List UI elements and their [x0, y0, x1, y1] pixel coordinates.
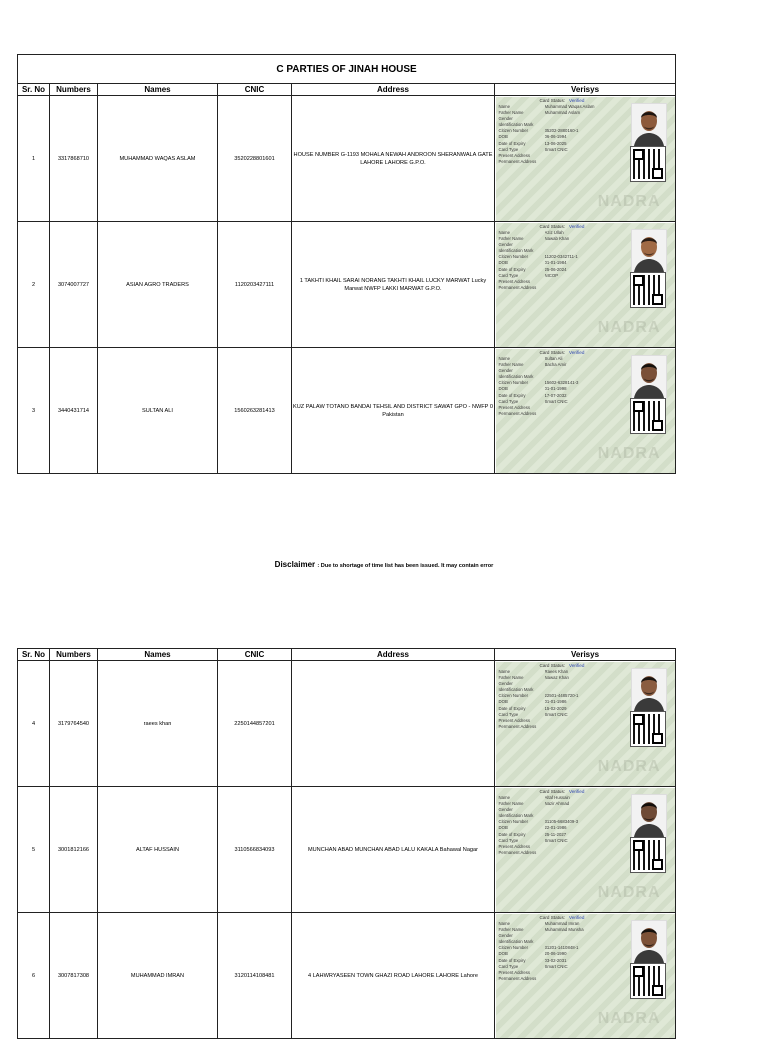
verisys-cell — [495, 348, 676, 474]
card-field-value: Bacha Amir — [544, 361, 567, 367]
card-field-label: Permanent Address — [498, 976, 537, 982]
header-sr-no: Sr. No — [18, 84, 50, 96]
card-status-label: Card Status: — [539, 97, 566, 103]
card-field-value: Nawaz Khan — [544, 674, 569, 680]
card-status — [540, 98, 585, 103]
sr-no-cell: 6 — [18, 913, 50, 1039]
card-fields — [499, 230, 631, 292]
card-field-label: Permanent Address — [498, 724, 537, 730]
person-photo — [631, 355, 667, 399]
card-field-label: Father Name — [498, 109, 524, 115]
card-field — [499, 159, 631, 165]
card-field-value: Sultan Ali — [544, 355, 563, 361]
card-status-label: Card Status: — [539, 788, 566, 794]
address-cell: 1 TAKHTI KHAIL SARAI NORANG TAKHTI KHAIL LUCKY MARWAT Lucky Marwat NWFP LAKKI MARWAT G.P.O. — [292, 222, 495, 348]
card-field-value: 25-11-2027 — [544, 831, 567, 837]
table-row — [18, 913, 676, 1039]
header-cnic: CNIC — [218, 649, 292, 661]
card-field-label: Citizen Number — [498, 693, 529, 699]
qr-code-icon — [631, 147, 665, 181]
cnic-cell: 1120203427111 — [218, 222, 292, 348]
cnic-cell: 1560263281413 — [218, 348, 292, 474]
card-status — [540, 915, 585, 920]
card-field-value: 01-01-1998 — [544, 386, 567, 392]
card-field-label: DOB — [498, 260, 508, 266]
card-field-label: Card Type — [498, 711, 519, 717]
card-field-label: Permanent Address — [498, 411, 537, 417]
card-field-value — [545, 976, 631, 982]
card-field-value: 31201-1410848-1 — [544, 945, 579, 951]
card-status — [540, 224, 585, 229]
card-field-value — [545, 724, 631, 730]
table-title: C PARTIES OF JINAH HOUSE — [18, 55, 676, 84]
table-row — [18, 348, 676, 474]
card-field-value: Nazir Ahmad — [544, 800, 570, 806]
card-field-label: Gender — [498, 680, 513, 686]
card-field-label: Name — [498, 668, 510, 674]
card-field-label: Gender — [498, 115, 513, 121]
header-numbers: Numbers — [50, 84, 98, 96]
card-field-label: Present Address — [498, 405, 531, 410]
person-photo — [631, 103, 667, 147]
card-field-label: DOB — [498, 134, 508, 140]
card-field-value: Smart CNIC — [544, 711, 568, 717]
card-field-value: 35202-2880160-1 — [544, 128, 579, 134]
card-field-label: Date of Expiry — [498, 266, 526, 272]
card-field-label: Gender — [498, 806, 513, 812]
number-cell: 3001812166 — [50, 787, 98, 913]
address-cell: MUNCHAN ABAD MUNCHAN ABAD LALU KAKALA Bahawal Nagar — [292, 787, 495, 913]
card-field-value: Aziz Ullah — [544, 229, 564, 235]
person-photo — [631, 229, 667, 273]
header-verisys: Verisys — [495, 84, 676, 96]
person-photo — [631, 794, 667, 838]
name-cell: MUHAMMAD IMRAN — [98, 913, 218, 1039]
name-cell: raees khan — [98, 661, 218, 787]
card-field-value: 06-06-1994 — [544, 134, 567, 140]
card-field-value: 01-01-1986 — [544, 699, 567, 705]
person-photo — [631, 668, 667, 712]
card-field-label: Identification Mark — [498, 248, 534, 254]
header-row — [18, 84, 676, 96]
card-field-value: 11202-0342711-1 — [544, 254, 578, 260]
card-field-value: NICOP — [544, 272, 559, 278]
card-status-verified: Verified — [569, 788, 585, 794]
parties-table-2 — [17, 648, 676, 1039]
header-verisys: Verisys — [495, 649, 676, 661]
nadra-watermark: NADRA — [597, 192, 661, 210]
card-field-label: Present Address — [498, 844, 531, 849]
qr-code-icon — [631, 712, 665, 746]
header-sr-no: Sr. No — [18, 649, 50, 661]
card-field-label: Identification Mark — [498, 939, 534, 945]
card-fields — [499, 921, 631, 983]
cnic-cell: 3120114108481 — [218, 913, 292, 1039]
card-status-verified: Verified — [569, 223, 585, 229]
address-cell: 4 LAHWRYASEEN TOWN GHAZI ROAD LAHORE LAHORE Lahore — [292, 913, 495, 1039]
card-field-value: Muhammad Munsha — [544, 926, 584, 932]
card-status-verified: Verified — [569, 349, 585, 355]
card-field-label: Permanent Address — [498, 285, 537, 291]
verisys-cell — [495, 787, 676, 913]
card-field-label: Citizen Number — [498, 380, 529, 386]
card-field-label: Citizen Number — [498, 945, 529, 951]
sr-no-cell: 5 — [18, 787, 50, 913]
card-field-label: Card Type — [498, 963, 519, 969]
verisys-cell — [495, 913, 676, 1039]
sr-no-cell: 4 — [18, 661, 50, 787]
card-field-label: Name — [498, 355, 510, 361]
address-cell: KUZ PALAW TOTANO BANDAI TEHSIL AND DISTRICT SAWAT GPO - NWFP 0 Pakistan — [292, 348, 495, 474]
card-status — [540, 663, 585, 668]
card-status — [540, 789, 585, 794]
card-field-value: Nawab Khan — [544, 235, 570, 241]
card-field-label: Date of Expiry — [498, 392, 526, 398]
card-field-label: Citizen Number — [498, 128, 529, 134]
card-field — [499, 850, 631, 856]
nadra-watermark: NADRA — [597, 444, 661, 462]
number-cell: 3179764540 — [50, 661, 98, 787]
card-fields — [499, 104, 631, 166]
header-row — [18, 649, 676, 661]
disclaimer-label: Disclaimer — [274, 560, 316, 569]
card-field-value: 03-02-2031 — [544, 957, 567, 963]
card-field-label: DOB — [498, 699, 508, 705]
sr-no-cell: 2 — [18, 222, 50, 348]
nadra-watermark: NADRA — [597, 883, 661, 901]
card-field-value: Smart CNIC — [544, 963, 568, 969]
card-field-value: 20-06-1990 — [544, 951, 567, 957]
card-status-verified: Verified — [569, 97, 585, 103]
verisys-card-image — [496, 97, 675, 221]
header-names: Names — [98, 84, 218, 96]
card-field-value — [545, 285, 631, 291]
card-field-label: Name — [498, 920, 510, 926]
card-field-value: Smart CNIC — [544, 146, 568, 152]
card-field — [499, 724, 631, 730]
header-numbers: Numbers — [50, 649, 98, 661]
card-field-label: DOB — [498, 951, 508, 957]
number-cell: 3440431714 — [50, 348, 98, 474]
card-field-value — [545, 850, 631, 856]
card-field-label: Identification Mark — [498, 374, 534, 380]
card-field-label: Date of Expiry — [498, 140, 526, 146]
header-address: Address — [292, 649, 495, 661]
card-status-label: Card Status: — [539, 223, 566, 229]
card-field-label: Name — [498, 103, 510, 109]
qr-code-icon — [631, 273, 665, 307]
number-cell: 3007817308 — [50, 913, 98, 1039]
table-row — [18, 787, 676, 913]
card-field-value: 22501-4485720-1 — [544, 693, 579, 699]
card-field-value: 15602-6328141-3 — [544, 380, 579, 386]
card-fields — [499, 669, 631, 731]
card-field-label: Identification Mark — [498, 813, 534, 819]
card-status-label: Card Status: — [539, 914, 566, 920]
card-status-verified: Verified — [569, 914, 585, 920]
card-field-label: Gender — [498, 932, 513, 938]
card-field-label: Name — [498, 794, 510, 800]
qr-code-icon — [631, 399, 665, 433]
card-field-label: Gender — [498, 367, 513, 373]
card-field-value: 15-02-2029 — [544, 705, 567, 711]
card-field-label: Father Name — [498, 674, 524, 680]
verisys-card-image — [496, 349, 675, 473]
card-field-label: Father Name — [498, 235, 524, 241]
card-field-label: Citizen Number — [498, 254, 529, 260]
card-fields — [499, 795, 631, 857]
table-row — [18, 222, 676, 348]
card-field-label: Permanent Address — [498, 850, 537, 856]
card-field-label: Card Type — [498, 398, 519, 404]
card-field-label: Card Type — [498, 146, 519, 152]
card-field-label: Date of Expiry — [498, 705, 526, 711]
card-field-value: 01-01-1984 — [544, 260, 567, 266]
disclaimer — [0, 560, 768, 569]
cnic-cell: 3520228801601 — [218, 96, 292, 222]
verisys-card-image — [496, 662, 675, 786]
header-cnic: CNIC — [218, 84, 292, 96]
name-cell: ALTAF HUSSAIN — [98, 787, 218, 913]
verisys-card-image — [496, 788, 675, 912]
name-cell: ASIAN AGRO TRADERS — [98, 222, 218, 348]
card-field-value: Muhammad Waqas Aslam — [544, 103, 595, 109]
header-names: Names — [98, 649, 218, 661]
address-cell — [292, 661, 495, 787]
card-field — [499, 976, 631, 982]
card-field-label: Identification Mark — [498, 122, 534, 128]
card-field-label: Card Type — [498, 272, 519, 278]
card-status-label: Card Status: — [539, 349, 566, 355]
header-address: Address — [292, 84, 495, 96]
address-cell: HOUSE NUMBER G-1193 MOHALA NEWAH ANDROON SHERANWALA GATE LAHORE LAHORE G.P.O. — [292, 96, 495, 222]
number-cell: 3074007727 — [50, 222, 98, 348]
card-field-value: 22-01-1986 — [544, 825, 567, 831]
card-status-verified: Verified — [569, 662, 585, 668]
card-field-value: Muhammad Imran — [544, 920, 580, 926]
card-field-label: Date of Expiry — [498, 831, 526, 837]
card-field-label: Date of Expiry — [498, 957, 526, 963]
parties-table-1 — [17, 54, 676, 474]
nadra-watermark: NADRA — [597, 757, 661, 775]
card-field-value: 31105-6683409-3 — [544, 819, 579, 825]
card-field-label: Present Address — [498, 153, 531, 158]
card-field-label: Present Address — [498, 279, 531, 284]
card-field-value: 25-06-2024 — [544, 266, 567, 272]
verisys-card-image — [496, 223, 675, 347]
card-field-value: Smart CNIC — [544, 837, 568, 843]
disclaimer-text: : Due to shortage of time list has been issued. It may contain error — [317, 563, 494, 569]
card-field-value — [545, 159, 631, 165]
verisys-cell — [495, 222, 676, 348]
card-field-label: Identification Mark — [498, 687, 534, 693]
person-photo — [631, 920, 667, 964]
card-field-label: Permanent Address — [498, 159, 537, 165]
card-field-value: 13-06-2025 — [544, 140, 567, 146]
card-field-value: Muhammad Aslam — [544, 109, 581, 115]
name-cell: SULTAN ALI — [98, 348, 218, 474]
verisys-cell — [495, 661, 676, 787]
card-field — [499, 285, 631, 291]
table-row — [18, 661, 676, 787]
card-field-label: Card Type — [498, 837, 519, 843]
card-field-label: Present Address — [498, 718, 531, 723]
card-field-label: Gender — [498, 241, 513, 247]
qr-code-icon — [631, 838, 665, 872]
name-cell: MUHAMMAD WAQAS ASLAM — [98, 96, 218, 222]
card-field-value — [545, 411, 631, 417]
card-status-label: Card Status: — [539, 662, 566, 668]
sr-no-cell: 3 — [18, 348, 50, 474]
sr-no-cell: 1 — [18, 96, 50, 222]
qr-code-icon — [631, 964, 665, 998]
card-field-value: 17-07-2032 — [544, 392, 567, 398]
card-field-value: Smart CNIC — [544, 398, 568, 404]
card-field-label: Father Name — [498, 361, 524, 367]
nadra-watermark: NADRA — [597, 318, 661, 336]
card-field-value: Raees Khan — [544, 668, 569, 674]
nadra-watermark: NADRA — [597, 1009, 661, 1027]
card-field-label: Father Name — [498, 926, 524, 932]
card-status — [540, 350, 585, 355]
card-field-label: Father Name — [498, 800, 524, 806]
card-field-value: Altaf Hussain — [544, 794, 570, 800]
card-field-label: Name — [498, 229, 510, 235]
card-field-label: DOB — [498, 825, 508, 831]
verisys-card-image — [496, 914, 675, 1038]
table-row — [18, 96, 676, 222]
card-field-label: Present Address — [498, 970, 531, 975]
cnic-cell: 2250144857201 — [218, 661, 292, 787]
card-field-label: Citizen Number — [498, 819, 529, 825]
card-field — [499, 411, 631, 417]
card-field-label: DOB — [498, 386, 508, 392]
card-fields — [499, 356, 631, 418]
number-cell: 3317868710 — [50, 96, 98, 222]
verisys-cell — [495, 96, 676, 222]
cnic-cell: 3110566834093 — [218, 787, 292, 913]
